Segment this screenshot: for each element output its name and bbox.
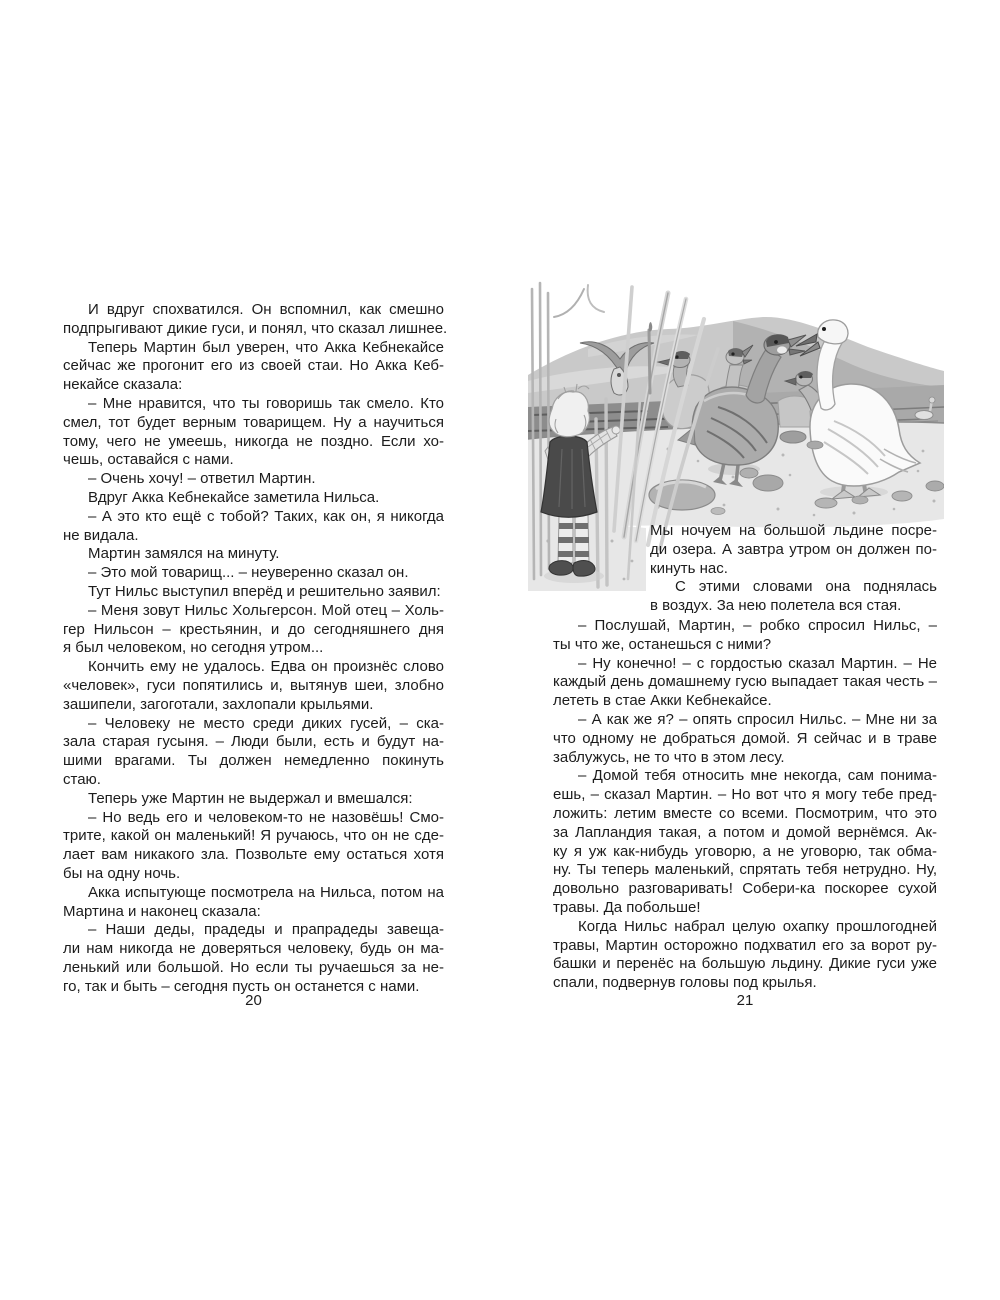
text-line: – Домой тебя относить мне некогда, сам понима-	[578, 767, 937, 785]
text-line: «человек», гуси попятились и, вытянув шеи, злобно	[63, 676, 444, 694]
text-line: ты что же, останешься с ними?	[553, 635, 772, 653]
text-line: Когда Нильс набрал целую охапку прошлогодней	[578, 917, 937, 935]
page-number-left: 20	[245, 992, 262, 1009]
text-line: в воздух. За нею полетела вся стая.	[650, 597, 902, 615]
text-line: некайсе сказала:	[63, 376, 183, 394]
text-line: – Ну конечно! – с гордостью сказал Мартин. – Не	[578, 654, 937, 672]
text-line: за Лапландия такая, а потом и домой вернёмся. Ак-	[553, 823, 937, 841]
text-line: зала старая гусыня. – Люди были, есть и будут на-	[63, 733, 444, 751]
text-line: – Человеку не место среди диких гусей, – ска-	[88, 714, 444, 732]
text-line: Акка испытующе посмотрела на Нильса, потом на	[88, 883, 444, 901]
text-line: Кончить ему не удалось. Едва он произнёс слово	[88, 658, 444, 676]
right-page-text-wrapped	[650, 522, 937, 616]
text-line: – А как же я? – опять спросил Нильс. – Мне ни за	[578, 710, 937, 728]
text-line: травы. Да побольше!	[553, 898, 701, 916]
text-line: кинуть нас.	[650, 559, 728, 577]
text-line: стаю.	[63, 770, 101, 788]
text-line: каждый день домашнему гусю выпадает такая честь –	[553, 673, 937, 691]
text-line: трите, какой он маленький! Я ручаюсь, что он не сде-	[63, 827, 444, 845]
text-line: И вдруг спохватился. Он вспомнил, как смешно	[88, 301, 444, 318]
text-line: зашипели, загоготали, захлопали крыльями.	[63, 695, 374, 713]
text-line: ку я уж как-нибудь уговорю, а не уговорю, так обма-	[553, 842, 937, 860]
text-line: ленький или большой. Но если ты ручаешься за не-	[63, 958, 444, 976]
text-line: – Это мой товарищ... – неуверенно сказал он.	[88, 564, 409, 582]
text-line: Мартин замялся на минуту.	[88, 545, 280, 563]
text-line: – Наши деды, прадеды и прапрадеды завеща-	[88, 921, 444, 939]
text-line: Тут Нильс выступил вперёд и решительно заявил:	[88, 582, 441, 600]
text-line: ну. Ты теперь маленький, спрятать тебя нетрудно. Ну,	[553, 861, 937, 879]
text-line: ли нам никогда не доверяться человеку, будь он ма-	[63, 940, 444, 958]
text-line: – Послушай, Мартин, – робко спросил Нильс, –	[578, 617, 937, 634]
text-line: смел, тот будет верным товарищем. Ну а научиться	[63, 413, 444, 431]
text-line: бы на одну ночь.	[63, 864, 181, 882]
text-line: Мы ночуем на большой льдине посре-	[650, 522, 937, 539]
text-line: лететь в стае Акки Кебнекайсе.	[553, 692, 772, 710]
text-line: Мартина и наконец сказала:	[63, 902, 261, 920]
text-line: тому, чего не умеешь, никогда не поздно. Если хо-	[63, 432, 444, 450]
text-line: я был человеком, но сегодня утром...	[63, 639, 324, 657]
text-line: чешь, оставайся с нами.	[63, 451, 234, 469]
text-line: ложить: летим вместе со всеми. Посмотрим, что это	[553, 804, 937, 822]
text-line: сейчас же прогонит его из своей стаи. Но Акка Кеб-	[63, 357, 444, 375]
text-line: Вдруг Акка Кебнекайсе заметила Нильса.	[88, 488, 380, 506]
text-line: шими врагами. Ты должен немедленно покинуть	[63, 752, 444, 770]
text-line: травы, Мартин осторожно подхватил его за ворот ру-	[553, 936, 937, 954]
text-line: спали, подвернув головы под крылья.	[553, 974, 817, 992]
right-page-text	[553, 617, 937, 993]
text-line: гер Нильсон – крестьянин, и до сегодняшнего дня	[63, 620, 444, 638]
text-line: – Меня зовут Нильс Хольгерсон. Мой отец – Холь-	[88, 601, 444, 619]
text-line: башки и перенёс на большую льдину. Дикие гуси уже	[553, 955, 937, 973]
text-line: – А это кто ещё с тобой? Таких, как он, я никогда	[88, 507, 444, 525]
text-line: заблужусь, не то что в этом лесу.	[553, 748, 785, 766]
text-line: С этими словами она поднялась	[675, 578, 937, 596]
text-line: – Но ведь его и человеком-то не назовёшь! Смо-	[88, 808, 444, 826]
text-line: ешь, – сказал Мартин. – Но вот что я могу тебе пред-	[553, 786, 937, 804]
text-line: подпрыгивают дикие гуси, и понял, что сказал лишнее.	[63, 319, 448, 337]
text-line: лает вам никакого зла. Позвольте ему остаться хотя	[63, 846, 444, 864]
text-line: Теперь Мартин был уверен, что Акка Кебнекайсе	[88, 338, 444, 356]
page-number-right: 21	[736, 992, 754, 1009]
text-line: что одному не добраться домой. Я сейчас и в траве	[553, 729, 937, 747]
text-line: довольно разговаривать! Собери-ка поскорее сухой	[553, 880, 937, 898]
text-line: – Очень хочу! – ответил Мартин.	[88, 470, 316, 488]
text-line: ди озера. А завтра утром он должен по-	[650, 540, 937, 558]
text-line: не видала.	[63, 526, 139, 544]
text-line: – Мне нравится, что ты говоришь так смело. Кто	[88, 394, 444, 412]
left-page-text	[63, 301, 448, 996]
text-line: го, так и быть – сегодня пусть он останется с нами.	[63, 977, 420, 995]
text-line: Теперь уже Мартин не выдержал и вмешался:	[88, 789, 413, 807]
